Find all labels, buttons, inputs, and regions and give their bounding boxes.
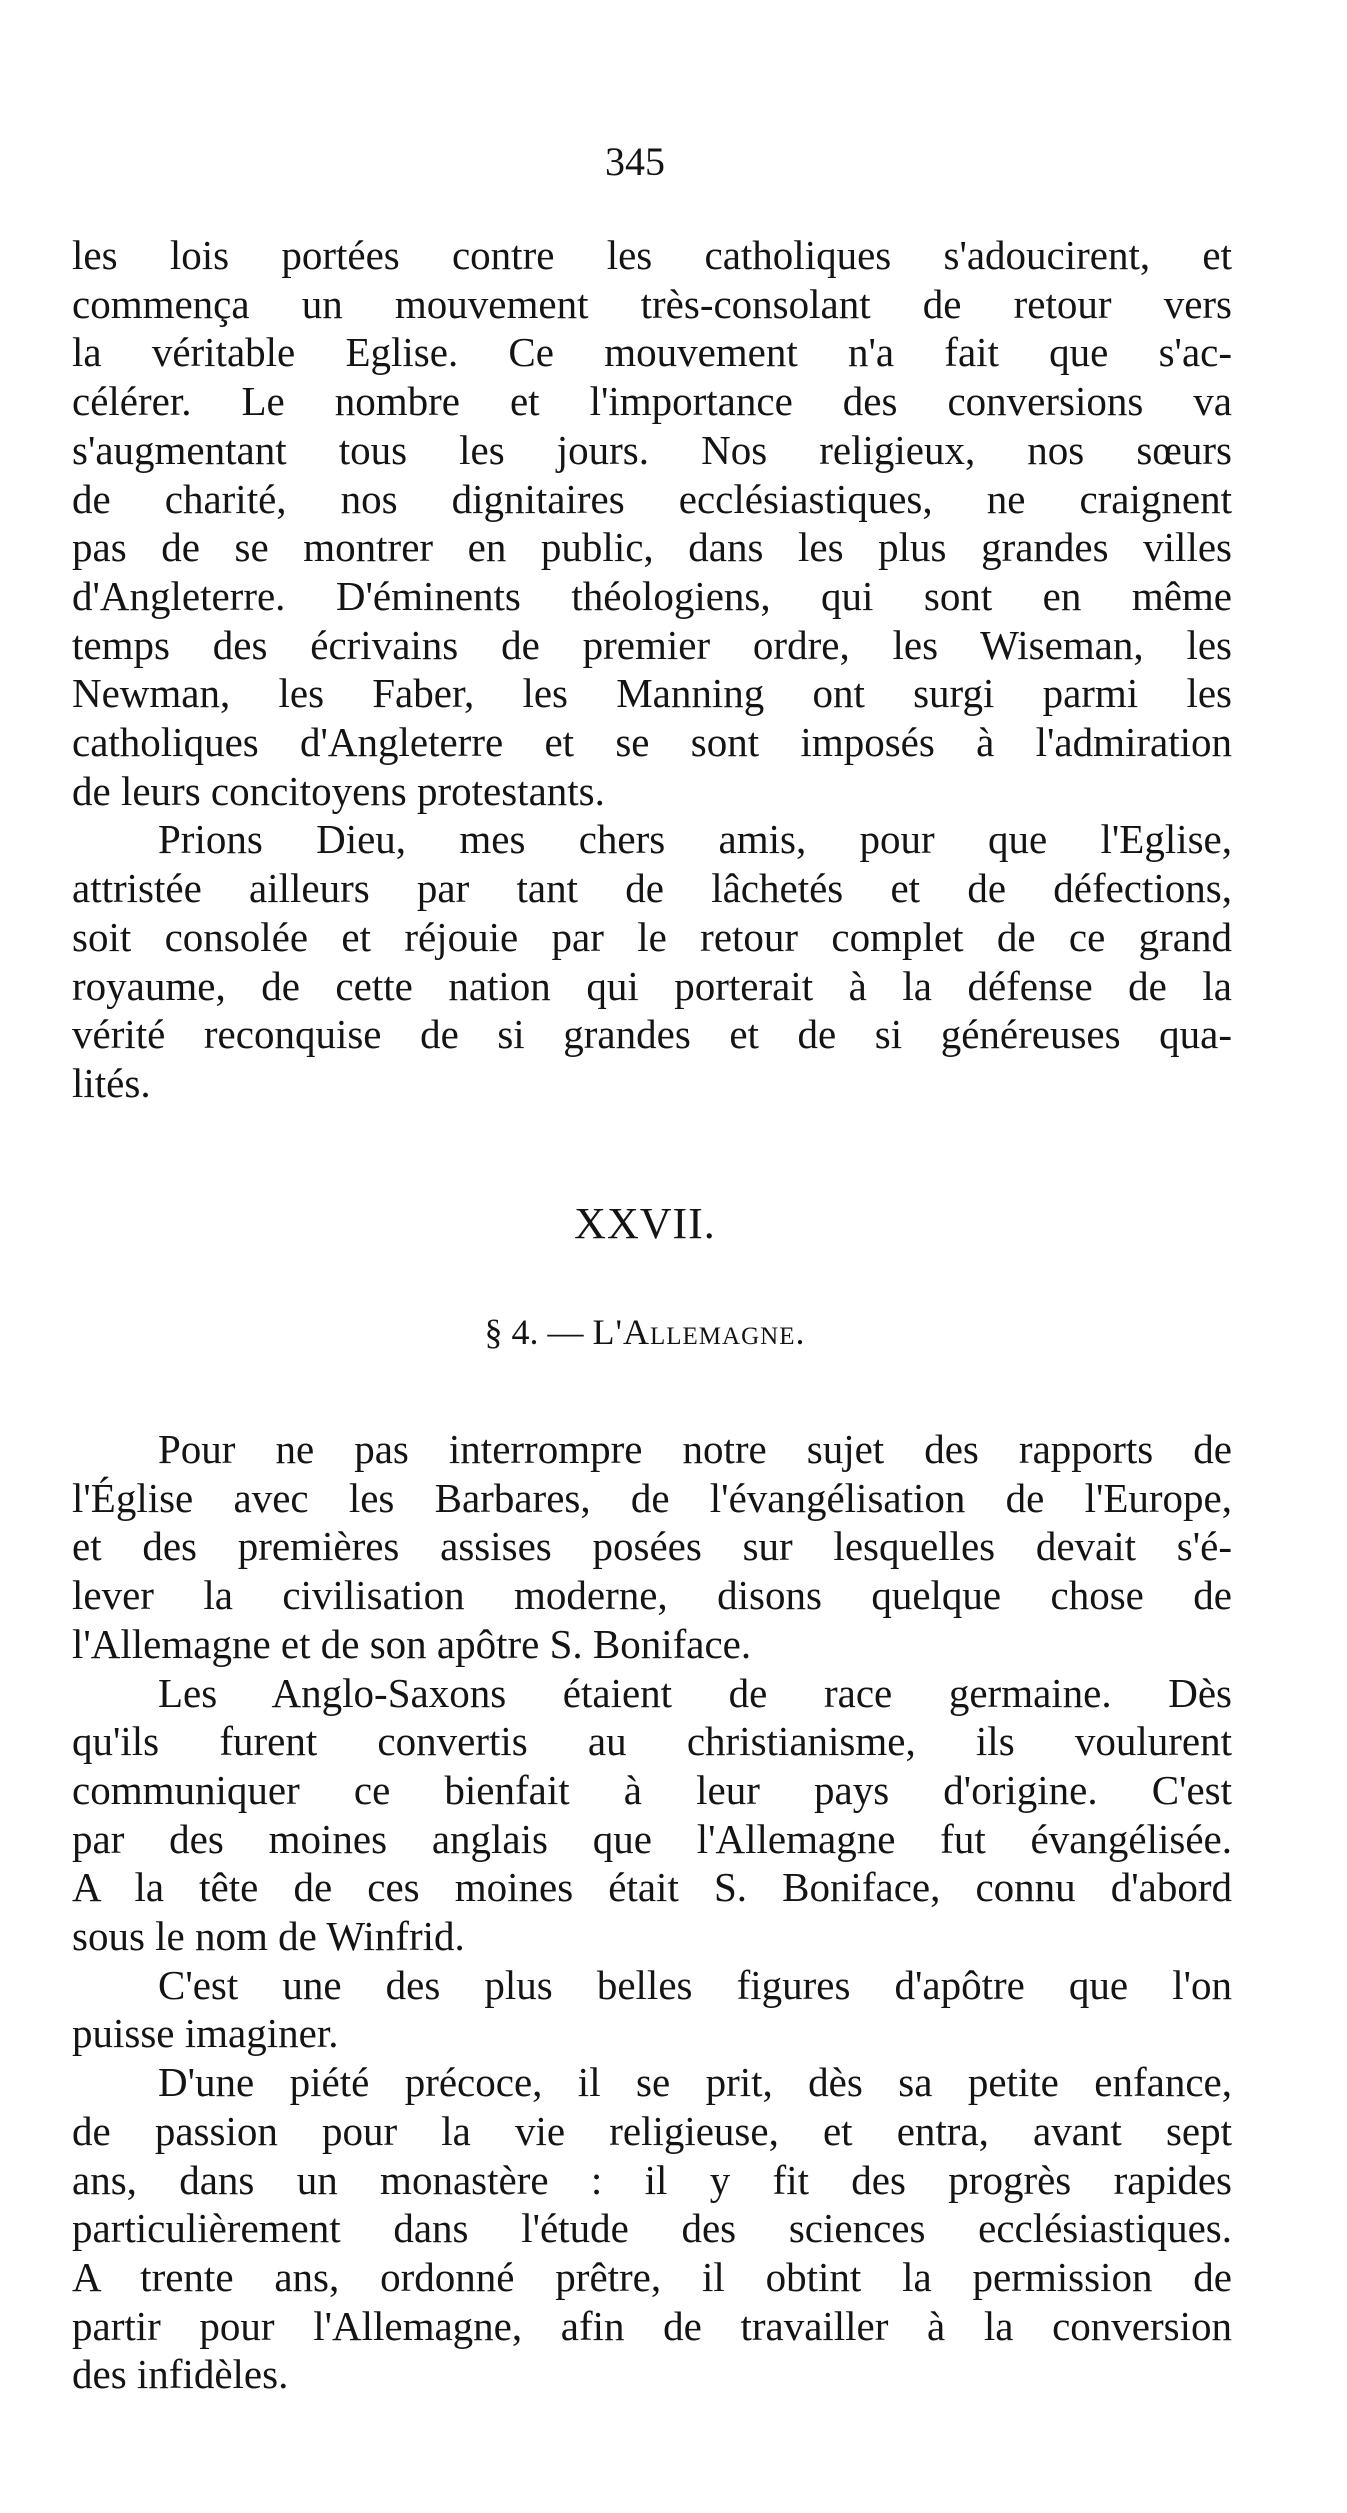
page-number: 345 (605, 139, 665, 184)
text-line: et des premières assises posées sur lesquelles devait s'é- (72, 1523, 1232, 1570)
section-title: L'Allemagne. (592, 1312, 806, 1352)
text-line: de leurs concitoyens protestants. (72, 767, 605, 814)
text-line: commença un mouvement très-consolant de retour vers (72, 280, 1232, 327)
text-line: particulièrement dans l'étude des sciences ecclésiastiques. (72, 2205, 1232, 2252)
text-line: qu'ils furent convertis au christianisme, ils voulurent (72, 1718, 1232, 1765)
paragraph (72, 1669, 1232, 1961)
text-line: D'une piété précoce, il se prit, dès sa petite enfance, (158, 2059, 1232, 2106)
text-line: attristée ailleurs par tant de lâchetés et de défections, (72, 865, 1232, 912)
text-line: puisse imaginer. (72, 2010, 339, 2057)
text-line: pas de se montrer en public, dans les plus grandes villes (72, 524, 1232, 571)
text-line: Pour ne pas interrompre notre sujet des rapports de (158, 1426, 1232, 1472)
text-line: catholiques d'Angleterre et se sont imposés à l'admiration (72, 719, 1232, 766)
text-line: s'augmentant tous les jours. Nos religieux, nos sœurs (72, 426, 1232, 473)
text-line: lités. (72, 1059, 151, 1106)
text-line: soit consolée et réjouie par le retour complet de ce grand (72, 913, 1232, 960)
text-line: A la tête de ces moines était S. Boniface, connu d'abord (72, 1864, 1232, 1911)
bottom-text-block (72, 1425, 1232, 2399)
text-line: Prions Dieu, mes chers amis, pour que l'Eglise, (158, 816, 1232, 863)
paragraph (72, 2058, 1232, 2399)
text-line: C'est une des plus belles figures d'apôtre que l'on (158, 1961, 1232, 2008)
text-line: l'Allemagne et de son apôtre S. Boniface. (72, 1620, 752, 1667)
paragraph (72, 231, 1232, 815)
text-line: A trente ans, ordonné prêtre, il obtint la permission de (72, 2253, 1232, 2300)
paragraph (72, 1961, 1232, 2058)
text-line: temps des écrivains de premier ordre, les Wiseman, les (72, 621, 1232, 668)
section-heading (0, 1310, 1290, 1354)
text-line: Les Anglo-Saxons étaient de race germaine. Dès (158, 1669, 1232, 1716)
paragraph (72, 815, 1232, 1107)
text-line: de passion pour la vie religieuse, et entra, avant sept (72, 2107, 1232, 2154)
text-line: lever la civilisation moderne, disons quelque chose de (72, 1572, 1232, 1619)
text-line: l'Église avec les Barbares, de l'évangélisation de l'Europe, (72, 1474, 1232, 1521)
text-line: royaume, de cette nation qui porterait à la défense de la (72, 962, 1232, 1009)
text-line: les lois portées contre les catholiques s'adoucirent, et (72, 232, 1232, 278)
text-line: communiquer ce bienfait à leur pays d'origine. C'est (72, 1766, 1232, 1813)
text-line: ans, dans un monastère : il y fit des progrès rapides (72, 2156, 1232, 2203)
text-line: Newman, les Faber, les Manning ont surgi parmi les (72, 670, 1232, 717)
paragraph (72, 1425, 1232, 1669)
chapter-heading: XXVII. (574, 1199, 716, 1248)
text-line: partir pour l'Allemagne, afin de travailler à la conversion (72, 2302, 1232, 2349)
text-line: vérité reconquise de si grandes et de si généreuses qua- (72, 1011, 1232, 1058)
text-line: d'Angleterre. D'éminents théologiens, qui sont en même (72, 572, 1232, 619)
section-number: § 4. — (484, 1312, 593, 1352)
text-line: sous le nom de Winfrid. (72, 1913, 465, 1960)
text-line: des infidèles. (72, 2351, 289, 2398)
text-line: célérer. Le nombre et l'importance des conversions va (72, 378, 1232, 425)
text-line: de charité, nos dignitaires ecclésiastiques, ne craignent (72, 475, 1232, 522)
text-line: la véritable Eglise. Ce mouvement n'a fait que s'ac- (72, 329, 1232, 376)
top-text-block (72, 231, 1232, 1108)
text-line: par des moines anglais que l'Allemagne fut évangélisée. (72, 1815, 1232, 1862)
